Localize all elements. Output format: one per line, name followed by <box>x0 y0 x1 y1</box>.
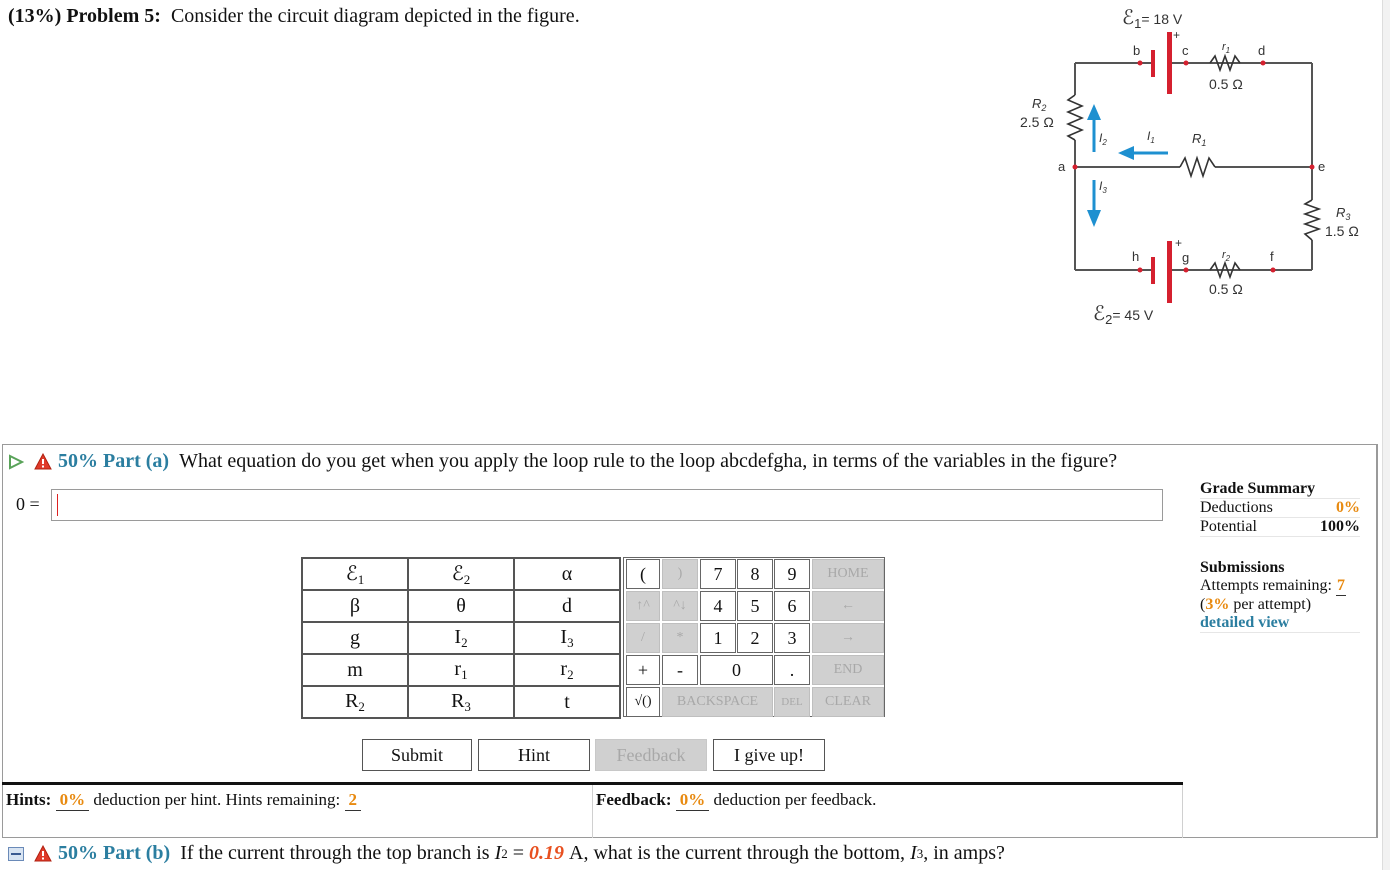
hints-label: Hints: <box>6 790 52 809</box>
r1-label: $r_1$ <box>1222 41 1231 55</box>
I2-label: $I_2$ <box>1099 131 1107 147</box>
node-a-label: a <box>1058 159 1066 174</box>
per-attempt: (3% per attempt) <box>1200 596 1312 613</box>
symbol-I3[interactable]: $I_3$ <box>514 622 620 654</box>
I1-label: $I_1$ <box>1147 129 1155 145</box>
emf1-plus: + <box>1173 28 1181 42</box>
R1-label: $R_1$ <box>1192 131 1207 148</box>
symbol-r1[interactable]: $r_1$ <box>408 654 514 686</box>
part-a-question-text: What equation do you get when you apply the loop rule to the loop abcdefgha, in terms of the variables in the figure? <box>179 450 1118 472</box>
key-1[interactable]: 1 <box>700 623 736 653</box>
symbol-alpha[interactable]: α <box>514 558 620 590</box>
potential-value: 100% <box>1320 518 1360 535</box>
key-7[interactable]: 7 <box>700 559 736 589</box>
feedback-deduction: 0% <box>676 790 710 811</box>
footer-column-divider <box>592 785 593 838</box>
symbol-emf2[interactable]: ℰ$_2$ <box>408 558 514 590</box>
feedback-text: deduction per feedback. <box>713 790 877 809</box>
symbol-r2[interactable]: $r_2$ <box>514 654 620 686</box>
node-b-label: b <box>1133 43 1141 58</box>
key-8[interactable]: 8 <box>737 559 773 589</box>
node-d-label: d <box>1258 43 1266 58</box>
deductions-value: 0% <box>1336 499 1360 516</box>
key-home[interactable]: HOME <box>812 559 884 589</box>
hints-text: deduction per hint. Hints remaining: <box>93 790 341 809</box>
node-f-label: f <box>1270 249 1274 264</box>
grade-summary <box>1200 480 1360 633</box>
part-b-text-1: If the current through the top branch is <box>180 842 490 864</box>
circuit-diagram <box>1010 2 1390 332</box>
key-del[interactable]: DEL <box>774 687 810 717</box>
symbol-d[interactable]: d <box>514 590 620 622</box>
problem-header <box>8 5 580 28</box>
node-g-label: g <box>1182 250 1190 265</box>
expand-triangle-icon[interactable] <box>8 454 24 470</box>
key-divide[interactable]: / <box>626 623 660 653</box>
key-6[interactable]: 6 <box>774 591 810 621</box>
hint-button[interactable]: Hint <box>478 739 590 771</box>
key-power-down[interactable]: ^↓ <box>662 591 698 621</box>
key-backspace[interactable]: BACKSPACE <box>662 687 773 717</box>
key-open-paren[interactable]: ( <box>626 559 660 589</box>
vertical-scrollbar[interactable] <box>1382 0 1390 870</box>
part-b-i2-value: 0.19 <box>529 842 565 864</box>
symbol-R2[interactable]: $R_2$ <box>302 686 408 718</box>
give-up-button[interactable]: I give up! <box>713 739 825 771</box>
deductions-row <box>1200 499 1360 518</box>
symbol-beta[interactable]: β <box>302 590 408 622</box>
key-multiply[interactable]: * <box>662 623 698 653</box>
symbol-m[interactable]: m <box>302 654 408 686</box>
text-caret <box>57 494 58 516</box>
feedback-info <box>596 790 876 811</box>
key-minus[interactable]: - <box>662 655 698 685</box>
warning-icon <box>34 453 52 470</box>
symbol-theta[interactable]: θ <box>408 590 514 622</box>
warning-icon <box>34 845 52 862</box>
emf1-label: ℰ$_1^{= 18 V}$ <box>1122 7 1183 31</box>
potential-row <box>1200 518 1360 537</box>
symbol-t[interactable]: t <box>514 686 620 718</box>
key-0[interactable]: 0 <box>700 655 773 685</box>
key-3[interactable]: 3 <box>774 623 810 653</box>
key-right-arrow[interactable]: → <box>812 623 884 653</box>
feedback-label: Feedback: <box>596 790 672 809</box>
submissions-title: Submissions <box>1200 559 1285 576</box>
footer-right-border <box>1182 785 1183 838</box>
key-plus[interactable]: + <box>626 655 660 685</box>
equation-prefix: 0 = <box>16 494 40 514</box>
problem-label: Problem 5: <box>66 5 161 27</box>
feedback-button[interactable]: Feedback <box>595 739 707 771</box>
keypad <box>623 557 885 717</box>
node-h-label: h <box>1132 249 1140 264</box>
part-b-label: 50% Part (b) <box>58 842 171 864</box>
symbol-I2[interactable]: $I_2$ <box>408 622 514 654</box>
collapse-icon[interactable] <box>8 847 24 861</box>
emf2-label: ℰ$_2^{= 45 V}$ <box>1093 303 1154 327</box>
detailed-view-link[interactable]: detailed view <box>1200 614 1290 631</box>
deductions-label: Deductions <box>1200 499 1273 516</box>
grade-summary-title: Grade Summary <box>1200 480 1360 499</box>
symbol-R3[interactable]: $R_3$ <box>408 686 514 718</box>
problem-weight: (13%) <box>8 5 62 27</box>
node-e-label: e <box>1318 159 1326 174</box>
R3-value: 1.5 Ω <box>1325 223 1359 239</box>
key-end[interactable]: END <box>812 655 884 685</box>
key-9[interactable]: 9 <box>774 559 810 589</box>
symbol-emf1[interactable]: ℰ$_1$ <box>302 558 408 590</box>
problem-text: Consider the circuit diagram depicted in the figure. <box>170 5 580 27</box>
potential-label: Potential <box>1200 518 1257 535</box>
key-power-up[interactable]: ↑^ <box>626 591 660 621</box>
part-a-label: 50% Part (a) <box>58 450 170 472</box>
r2-label: $r_2$ <box>1222 249 1231 263</box>
R2-value: 2.5 Ω <box>1020 114 1054 130</box>
attempts-remaining: Attempts remaining: 7 <box>1200 577 1345 594</box>
I3-label: $I_3$ <box>1099 179 1107 195</box>
key-clear[interactable]: CLEAR <box>812 687 884 717</box>
symbol-table <box>301 557 621 719</box>
attempts-value: 7 <box>1336 577 1345 594</box>
R3-label: $R_3$ <box>1336 205 1351 222</box>
key-2[interactable]: 2 <box>737 623 773 653</box>
key-sqrt[interactable]: √() <box>626 687 660 717</box>
hints-deduction: 0% <box>56 790 90 811</box>
hints-remaining: 2 <box>345 790 362 811</box>
answer-input[interactable] <box>51 489 1163 521</box>
part-a-question <box>8 450 1117 473</box>
r2-value: 0.5 Ω <box>1209 281 1243 297</box>
key-4[interactable]: 4 <box>700 591 736 621</box>
r1-value: 0.5 Ω <box>1209 76 1243 92</box>
key-close-paren[interactable]: ) <box>662 559 698 589</box>
part-b-question: 50% Part (b) If the current through the top branch is I 2 = 0.19 A, what is the current through the bottom, I 3 , in amps? <box>8 842 1005 865</box>
symbol-g[interactable]: g <box>302 622 408 654</box>
submit-button[interactable]: Submit <box>362 739 472 771</box>
node-c-label: c <box>1182 43 1189 58</box>
hints-info <box>6 790 361 811</box>
key-dot[interactable]: . <box>774 655 810 685</box>
emf2-plus: + <box>1175 236 1183 250</box>
key-5[interactable]: 5 <box>737 591 773 621</box>
R2-label: $R_2$ <box>1032 96 1047 113</box>
key-left-arrow[interactable]: ← <box>812 591 884 621</box>
